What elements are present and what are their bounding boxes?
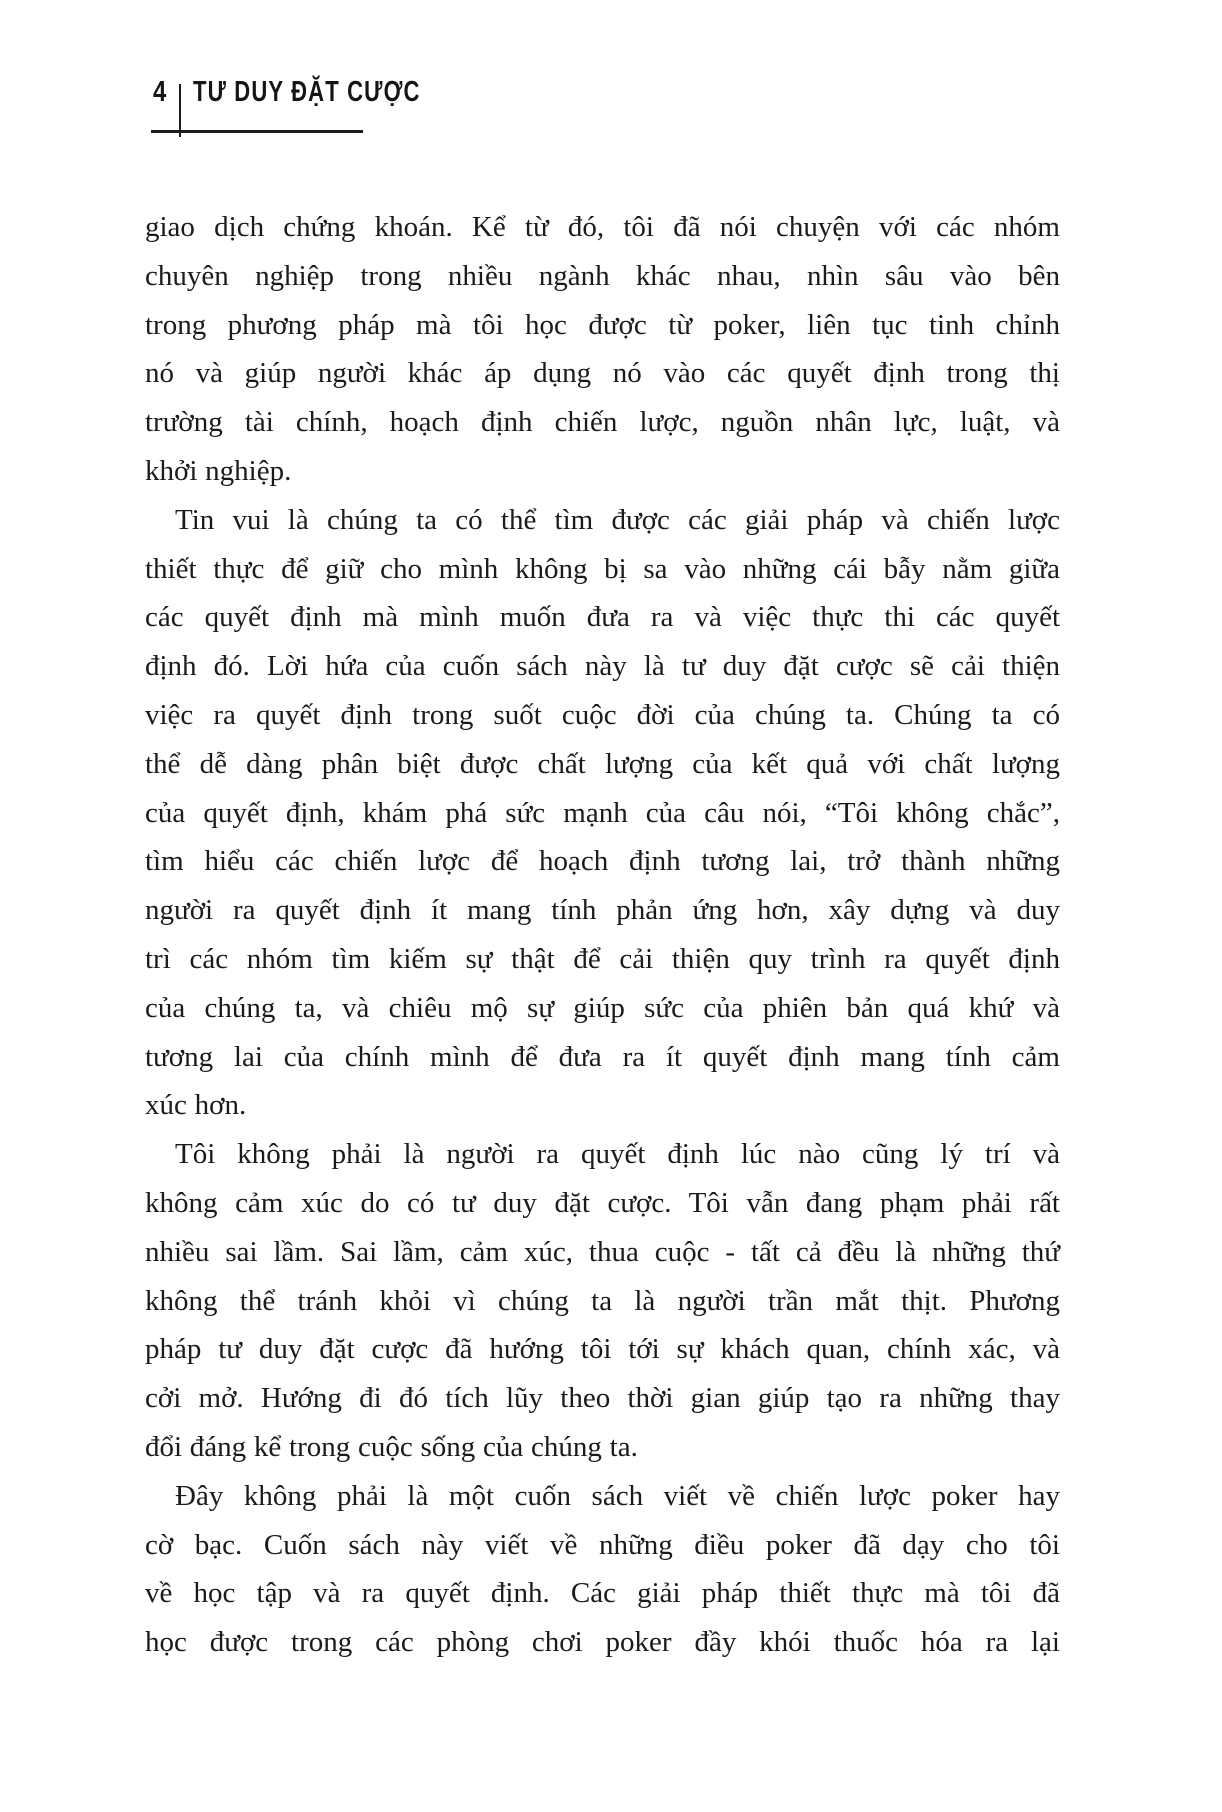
text-line: khởi nghiệp. — [145, 454, 292, 487]
text-line: trường tài chính, hoạch định chiến lược, nguồn nhân lực, luật, và — [145, 406, 1060, 439]
text-line: học được trong các phòng chơi poker đầy khói thuốc hóa ra lại — [145, 1626, 1060, 1659]
text-line: chuyên nghiệp trong nhiều ngành khác nhau, nhìn sâu vào bên — [145, 259, 1060, 292]
page-number: 4 — [153, 76, 167, 108]
text-line: nó và giúp người khác áp dụng nó vào các quyết định trong thị — [145, 357, 1060, 390]
text-line: không cảm xúc do có tư duy đặt cược. Tôi vẫn đang phạm phải rất — [145, 1186, 1060, 1219]
text-line: về học tập và ra quyết định. Các giải pháp thiết thực mà tôi đã — [145, 1577, 1060, 1610]
body-text — [145, 203, 1060, 1667]
page-header — [0, 0, 1222, 140]
text-line: thể dễ dàng phân biệt được chất lượng của kết quả với chất lượng — [145, 747, 1060, 780]
text-line: người ra quyết định ít mang tính phản ứng hơn, xây dựng và duy — [145, 894, 1060, 927]
text-line: cởi mở. Hướng đi đó tích lũy theo thời gian giúp tạo ra những thay — [145, 1382, 1060, 1415]
text-line: tương lai của chính mình để đưa ra ít quyết định mang tính cảm — [145, 1040, 1060, 1073]
text-line: Tôi không phải là người ra quyết định lúc nào cũng lý trí và — [175, 1138, 1060, 1171]
text-line: việc ra quyết định trong suốt cuộc đời của chúng ta. Chúng ta có — [145, 698, 1060, 731]
text-line: nhiều sai lầm. Sai lầm, cảm xúc, thua cuộc - tất cả đều là những thứ — [145, 1235, 1060, 1268]
text-line: định đó. Lời hứa của cuốn sách này là tư duy đặt cược sẽ cải thiện — [145, 650, 1060, 683]
paragraph — [145, 496, 1060, 1130]
header-rule — [151, 130, 363, 133]
text-line: không thể tránh khỏi vì chúng ta là người trần mắt thịt. Phương — [145, 1284, 1060, 1317]
text-line: xúc hơn. — [145, 1089, 247, 1122]
running-title: TƯ DUY ĐẶT CƯỢC — [193, 76, 421, 108]
paragraph — [145, 1472, 1060, 1667]
text-line: giao dịch chứng khoán. Kể từ đó, tôi đã nói chuyện với các nhóm — [145, 211, 1060, 243]
text-line: pháp tư duy đặt cược đã hướng tôi tới sự khách quan, chính xác, và — [145, 1333, 1060, 1366]
text-line: của quyết định, khám phá sức mạnh của câu nói, “Tôi không chắc”, — [145, 796, 1060, 829]
text-line: cờ bạc. Cuốn sách này viết về những điều poker đã dạy cho tôi — [145, 1528, 1060, 1561]
text-line: Tin vui là chúng ta có thể tìm được các giải pháp và chiến lược — [175, 503, 1060, 536]
text-line: đổi đáng kể trong cuộc sống của chúng ta. — [145, 1430, 638, 1463]
text-line: tìm hiểu các chiến lược để hoạch định tương lai, trở thành những — [145, 845, 1060, 878]
text-line: Đây không phải là một cuốn sách viết về chiến lược poker hay — [175, 1479, 1060, 1512]
text-line: thiết thực để giữ cho mình không bị sa vào những cái bẫy nằm giữa — [145, 552, 1060, 585]
text-line: trì các nhóm tìm kiếm sự thật để cải thiện quy trình ra quyết định — [145, 942, 1060, 975]
paragraph — [145, 203, 1060, 496]
text-line: các quyết định mà mình muốn đưa ra và việc thực thi các quyết — [145, 601, 1060, 634]
text-line: trong phương pháp mà tôi học được từ poker, liên tục tinh chỉnh — [145, 308, 1060, 341]
paragraph — [145, 1130, 1060, 1472]
text-line: của chúng ta, và chiêu mộ sự giúp sức của phiên bản quá khứ và — [145, 991, 1060, 1024]
